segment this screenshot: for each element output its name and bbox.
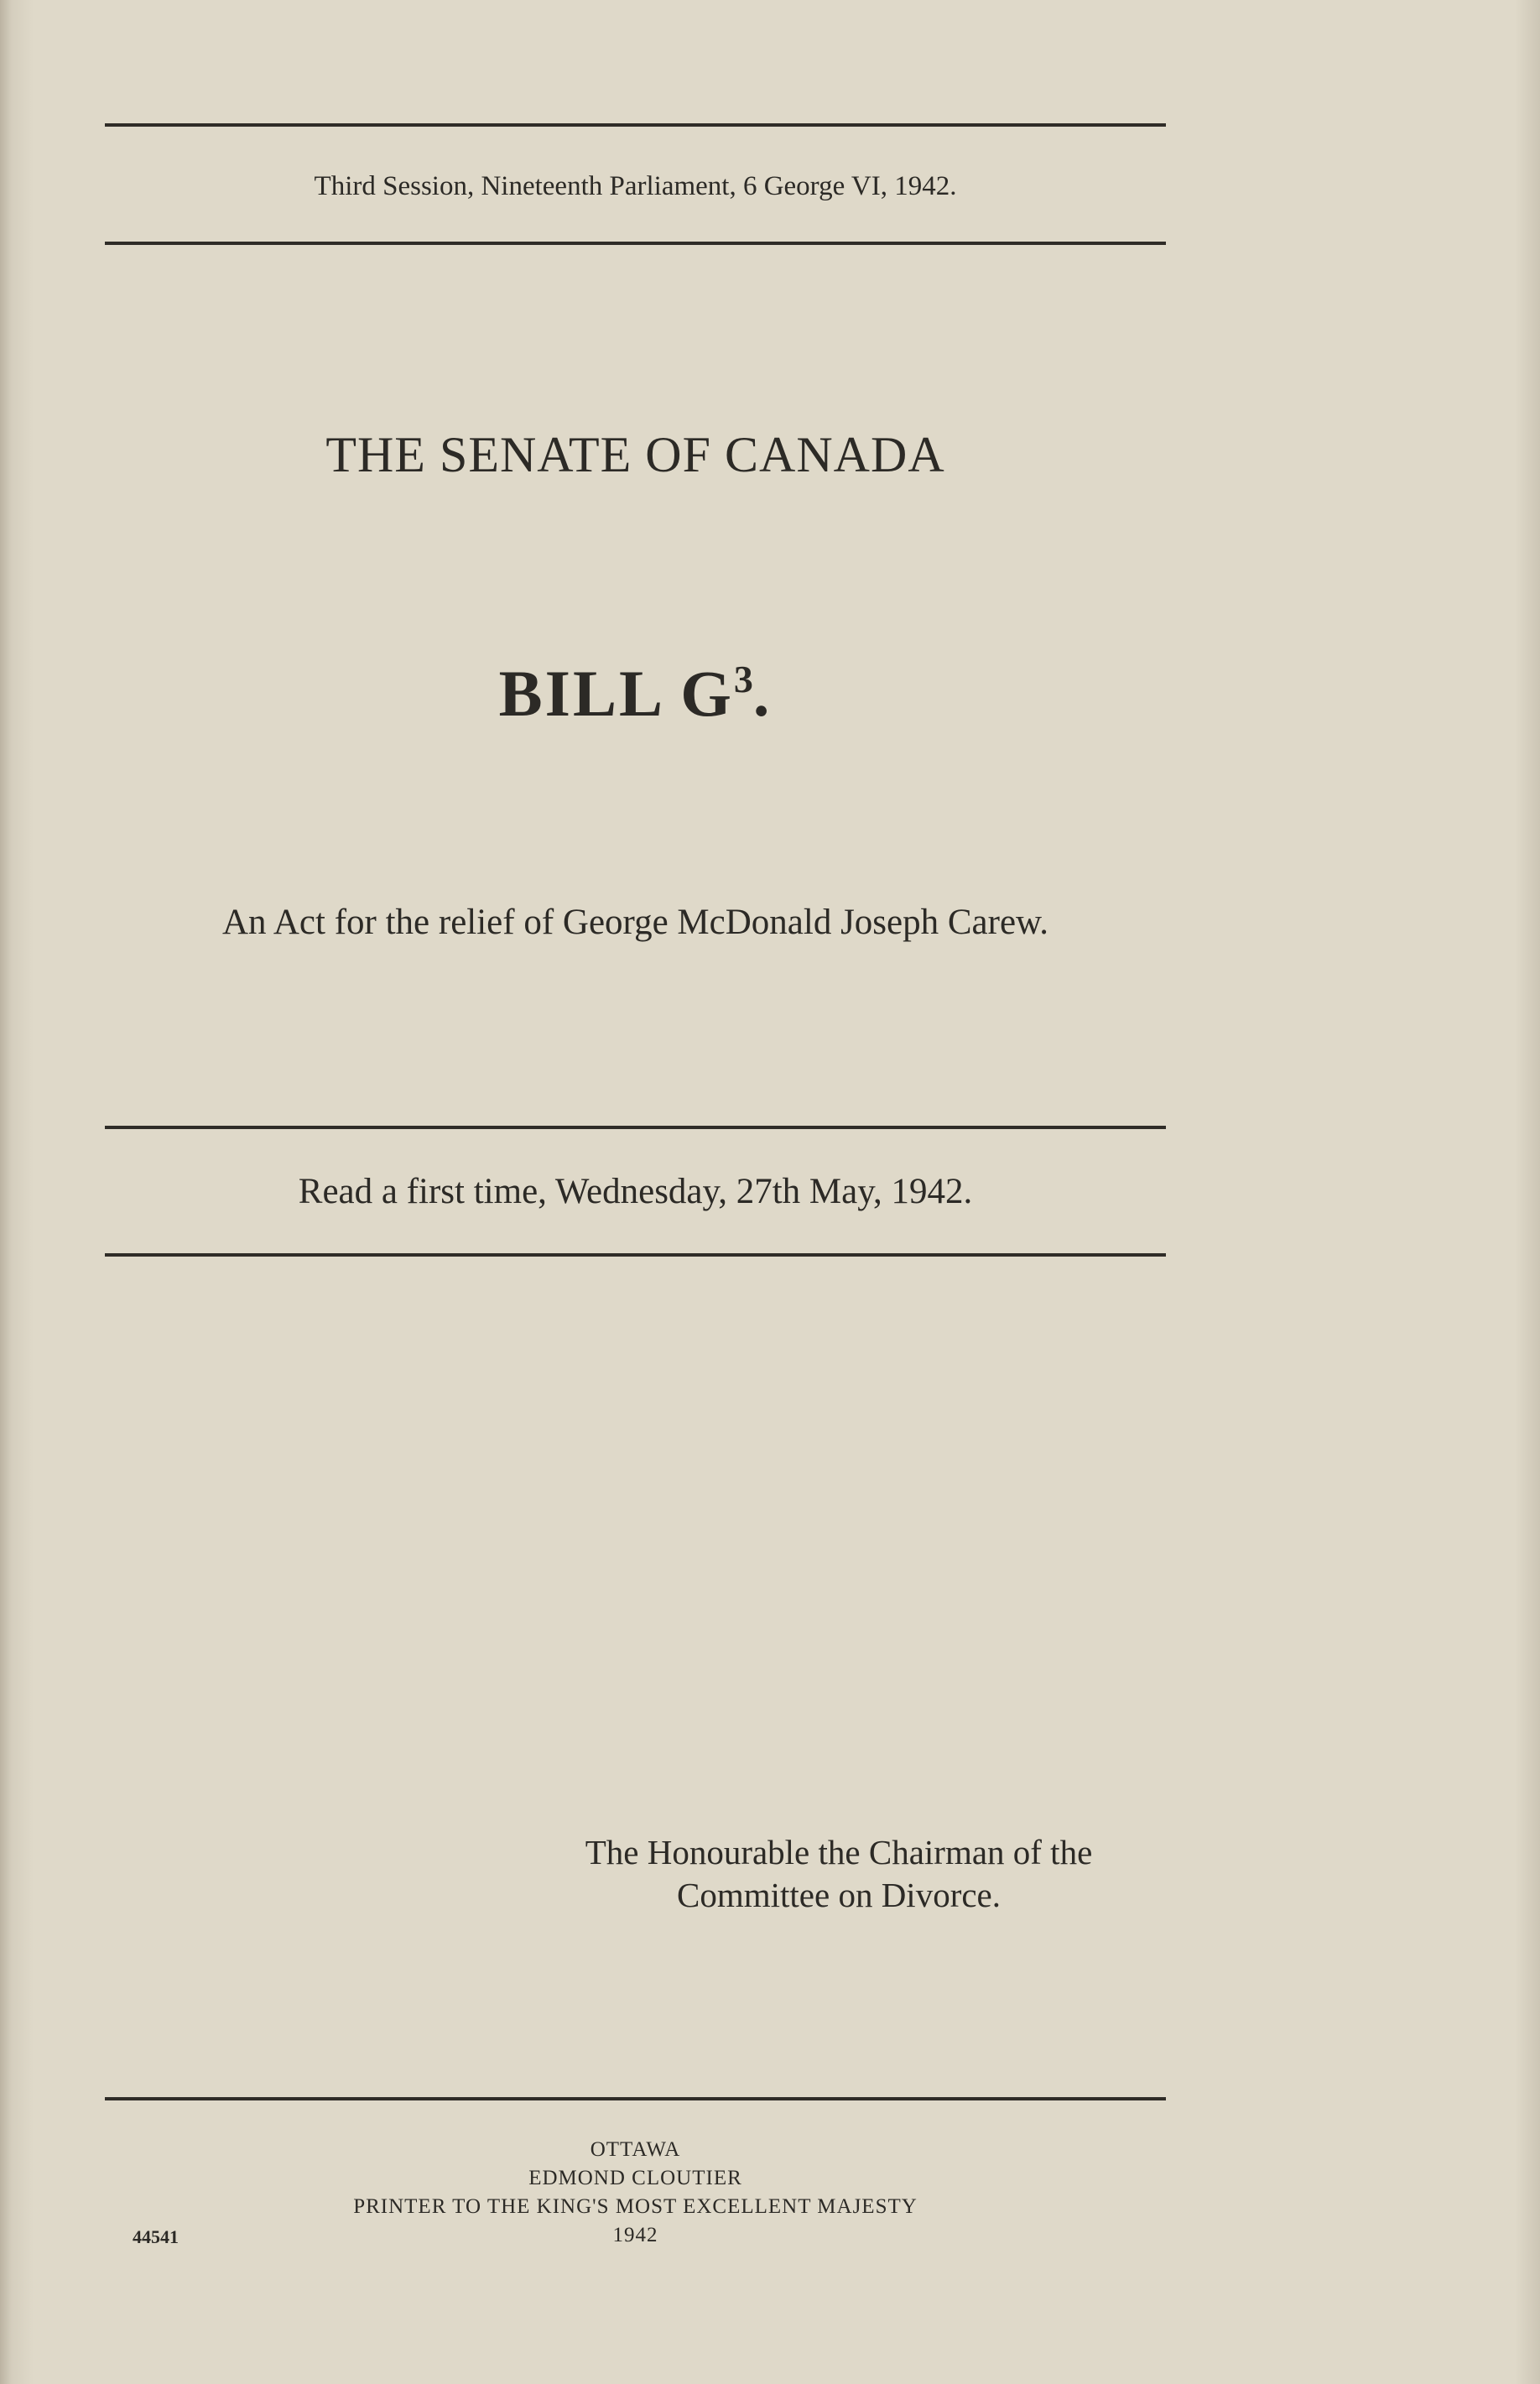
imprint-city: OTTAWA <box>590 2138 681 2161</box>
imprint-top-rule <box>105 2097 1166 2100</box>
imprint-printer-name: EDMOND CLOUTIER <box>528 2167 742 2189</box>
bill-prefix: BILL G <box>498 657 734 730</box>
sponsor-block <box>495 1831 1183 1917</box>
top-rule <box>105 123 1166 127</box>
reading-bottom-rule <box>105 1253 1166 1257</box>
reading-top-rule <box>105 1126 1166 1129</box>
session-line: Third Session, Nineteenth Parliament, 6 George VI, 1942. <box>314 171 957 201</box>
sponsor-line-1: The Honourable the Chairman of the <box>585 1833 1093 1871</box>
reading-line: Read a first time, Wednesday, 27th May, 1942. <box>298 1172 973 1211</box>
senate-heading: THE SENATE OF CANADA <box>325 427 945 482</box>
imprint-year: 1942 <box>612 2224 658 2246</box>
bill-suffix: . <box>752 657 773 730</box>
imprint-printer-title: PRINTER TO THE KING'S MOST EXCELLENT MAJESTY <box>353 2195 918 2218</box>
sponsor-line-2: Committee on Divorce. <box>677 1876 1001 1914</box>
printer-imprint <box>105 2136 1166 2250</box>
session-bottom-rule <box>105 242 1166 245</box>
act-title: An Act for the relief of George McDonald Joseph Carew. <box>221 903 1049 942</box>
bill-superscript: 3 <box>733 658 753 700</box>
print-code: 44541 <box>133 2226 179 2247</box>
bill-number <box>105 656 1166 731</box>
